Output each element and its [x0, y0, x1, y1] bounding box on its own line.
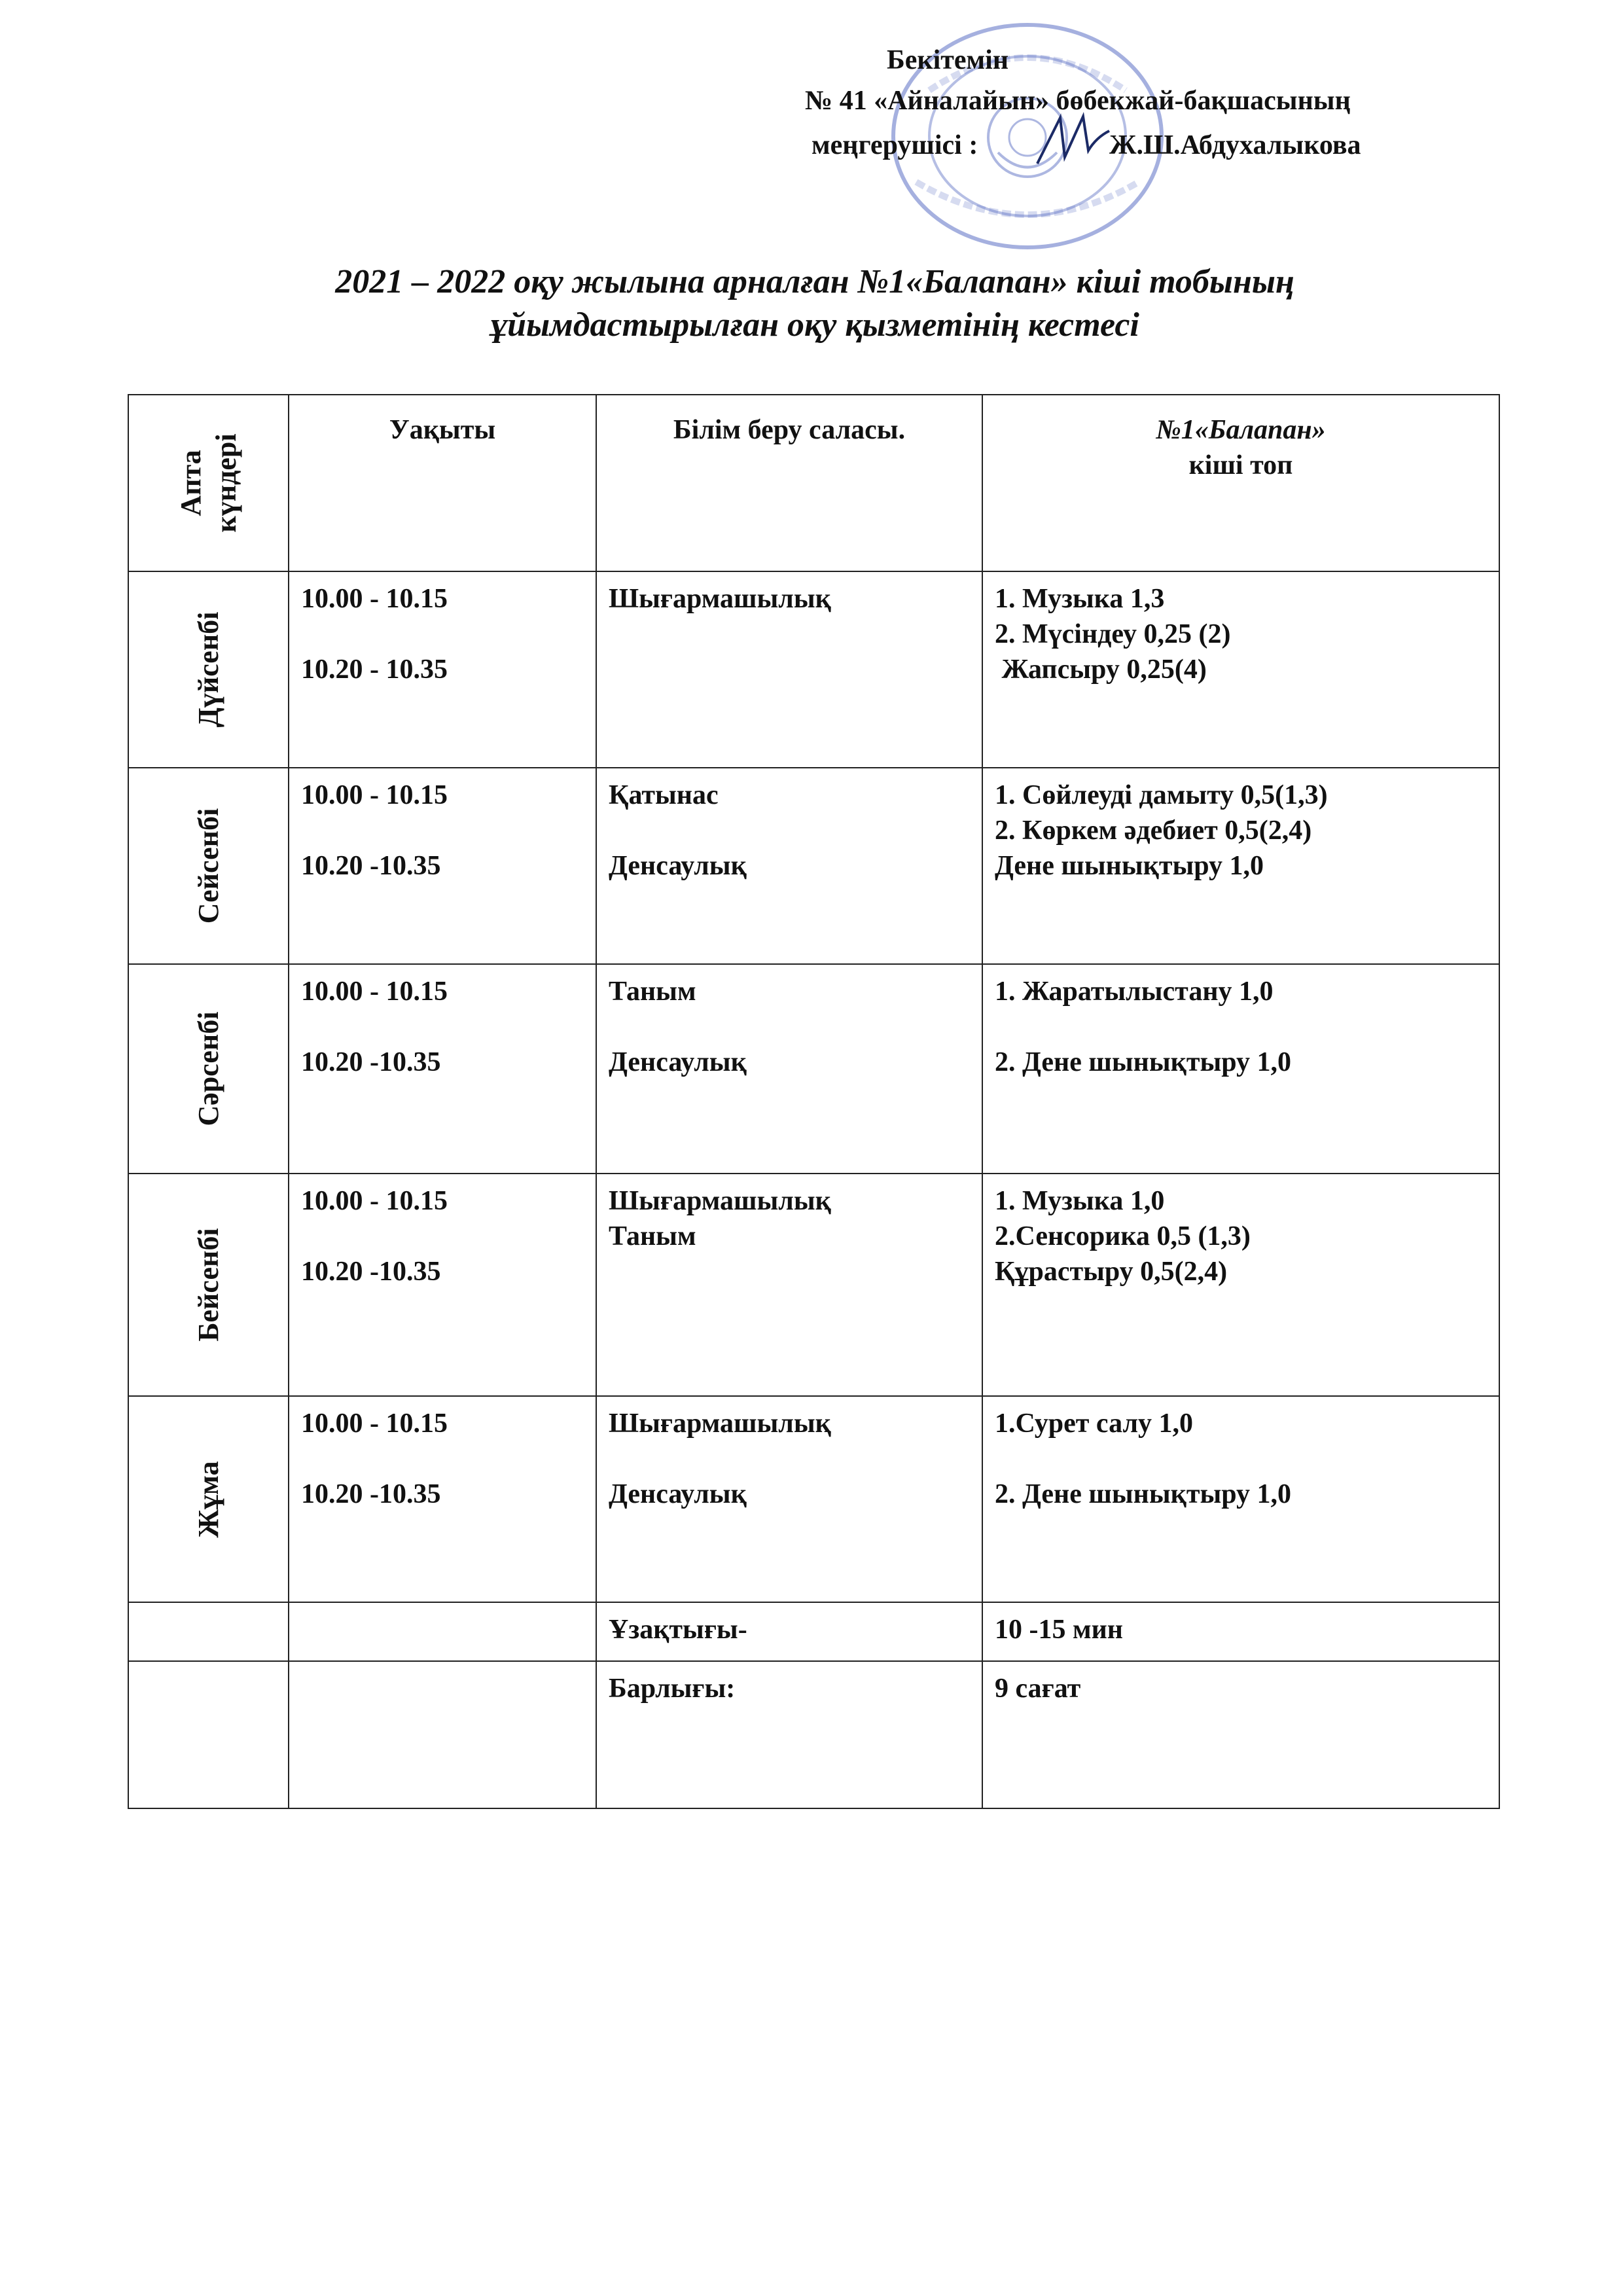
total-row — [128, 1661, 1499, 1808]
total-value: 9 сағат — [982, 1661, 1499, 1808]
activity-3: Жапсыру 0,25(4) — [995, 655, 1207, 685]
activity-cell — [982, 768, 1499, 964]
header-time: Уақыты — [289, 395, 596, 571]
time-slot-1: 10.00 - 10.15 — [301, 1408, 448, 1439]
area-2: Таным — [609, 1221, 696, 1251]
table-row — [128, 1174, 1499, 1396]
activity-cell — [982, 571, 1499, 768]
activity-2: 2. Мүсіндеу 0,25 (2) — [995, 619, 1231, 649]
time-slot-2: 10.20 -10.35 — [301, 1479, 441, 1509]
empty-cell — [128, 1602, 289, 1661]
area-cell — [596, 964, 982, 1174]
area-cell — [596, 571, 982, 768]
area-1: Шығармашылық — [609, 584, 831, 614]
header-days-label: Апта күндері — [174, 433, 242, 533]
header-group-level: кіші топ — [1188, 450, 1293, 480]
document-title — [105, 260, 1525, 347]
time-slot-2: 10.20 -10.35 — [301, 1257, 441, 1287]
duration-value: 10 -15 мин — [982, 1602, 1499, 1661]
duration-label: Ұзақтығы- — [596, 1602, 982, 1661]
activity-cell — [982, 1174, 1499, 1396]
time-slot-1: 10.00 - 10.15 — [301, 977, 448, 1007]
activity-3: Дене шынықтыру 1,0 — [995, 851, 1264, 881]
approval-role: меңгерушісі : — [812, 130, 978, 160]
area-cell — [596, 768, 982, 964]
activity-2: 2. Дене шынықтыру 1,0 — [995, 1047, 1292, 1077]
time-slot-2: 10.20 -10.35 — [301, 851, 441, 881]
area-1: Қатынас — [609, 780, 719, 810]
document-title-line-1: 2021 – 2022 оқу жылына арналған №1«Балапан» кіші тобының — [335, 263, 1294, 300]
activity-1: 1. Музыка 1,0 — [995, 1186, 1165, 1216]
area-2: Денсаулық — [609, 1047, 747, 1077]
schedule-table — [128, 394, 1500, 1809]
duration-row — [128, 1602, 1499, 1661]
table-row — [128, 571, 1499, 768]
day-label: Жұма — [192, 1460, 224, 1538]
header-group — [982, 395, 1499, 571]
activity-1: 1. Музыка 1,3 — [995, 584, 1165, 614]
approval-block — [0, 0, 1623, 196]
table-header-row — [128, 395, 1499, 571]
time-cell — [289, 768, 596, 964]
day-cell — [128, 1174, 289, 1396]
time-cell — [289, 1396, 596, 1602]
empty-cell — [289, 1661, 596, 1808]
day-cell — [128, 768, 289, 964]
activity-1: 1. Сөйлеуді дамыту 0,5(1,3) — [995, 780, 1328, 810]
empty-cell — [289, 1602, 596, 1661]
time-slot-1: 10.00 - 10.15 — [301, 1186, 448, 1216]
activity-3: Құрастыру 0,5(2,4) — [995, 1257, 1228, 1287]
area-2: Денсаулық — [609, 851, 747, 881]
area-1: Шығармашылық — [609, 1408, 831, 1439]
day-cell — [128, 1396, 289, 1602]
area-1: Таным — [609, 977, 696, 1007]
area-2: Денсаулық — [609, 1479, 747, 1509]
day-cell — [128, 571, 289, 768]
activity-1: 1.Сурет салу 1,0 — [995, 1408, 1194, 1439]
activity-cell — [982, 1396, 1499, 1602]
activity-1: 1. Жаратылыстану 1,0 — [995, 977, 1274, 1007]
day-label: Сейсенбі — [192, 808, 224, 924]
time-cell — [289, 964, 596, 1174]
approval-title: Бекітемін — [887, 45, 1009, 75]
time-slot-1: 10.00 - 10.15 — [301, 584, 448, 614]
table-row — [128, 964, 1499, 1174]
day-label: Бейсенбі — [192, 1228, 224, 1342]
document-title-line-2: ұйымдастырылған оқу қызметінің кестесі — [490, 306, 1139, 344]
header-area: Білім беру саласы. — [596, 395, 982, 571]
area-cell — [596, 1174, 982, 1396]
total-label: Барлығы: — [596, 1661, 982, 1808]
header-days — [128, 395, 289, 571]
approval-name: Ж.Ш.Абдухалыкова — [1109, 130, 1361, 160]
area-cell — [596, 1396, 982, 1602]
empty-cell — [128, 1661, 289, 1808]
time-slot-2: 10.20 -10.35 — [301, 1047, 441, 1077]
activity-2: 2. Дене шынықтыру 1,0 — [995, 1479, 1292, 1509]
signature-icon — [1024, 111, 1116, 173]
time-slot-2: 10.20 - 10.35 — [301, 655, 448, 685]
activity-2: 2.Сенсорика 0,5 (1,3) — [995, 1221, 1251, 1251]
day-label: Сәрсенбі — [192, 1011, 224, 1126]
activity-cell — [982, 964, 1499, 1174]
time-slot-1: 10.00 - 10.15 — [301, 780, 448, 810]
time-cell — [289, 571, 596, 768]
table-row — [128, 768, 1499, 964]
table-row — [128, 1396, 1499, 1602]
time-cell — [289, 1174, 596, 1396]
header-group-name: №1«Балапан» — [1156, 415, 1326, 445]
approval-organization: № 41 «Айналайын» бөбекжай-бақшасының — [805, 86, 1351, 116]
day-label: Дүйсенбі — [192, 611, 224, 728]
activity-2: 2. Көркем әдебиет 0,5(2,4) — [995, 816, 1312, 846]
day-cell — [128, 964, 289, 1174]
area-1: Шығармашылық — [609, 1186, 831, 1216]
